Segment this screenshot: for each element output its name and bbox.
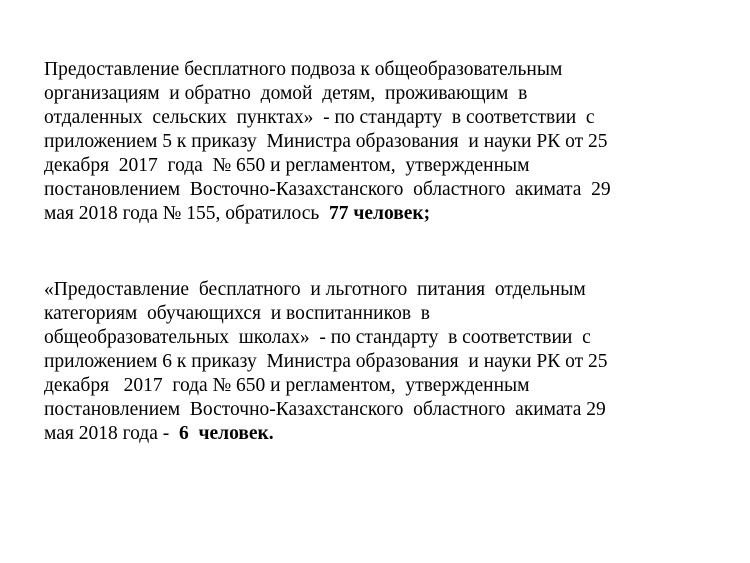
paragraph-free-meals xyxy=(44,278,734,446)
applicant-count: 77 человек; xyxy=(324,203,431,224)
text-line-lead: мая 2018 года - xyxy=(44,423,179,444)
text-line: категориям обучающихся и воспитанников в xyxy=(44,303,431,324)
text-line: организациям и обратно домой детям, проживающим в xyxy=(44,83,528,104)
text-line: декабря 2017 года № 650 и регламентом, утвержденным xyxy=(44,155,530,176)
text-line-last xyxy=(44,202,734,226)
text-line: общеобразовательных школах» - по стандарту в соответствии с xyxy=(44,327,591,348)
text-line: декабря 2017 года № 650 и регламентом, утвержденным xyxy=(44,375,530,396)
text-line: приложением 5 к приказу Министра образования и науки РК от 25 xyxy=(44,131,608,152)
text-line: постановлением Восточно-Казахстанского областного акимата 29 xyxy=(44,179,611,200)
text-line-last xyxy=(44,422,734,446)
applicant-count: 6 человек. xyxy=(178,423,274,444)
paragraph-free-transport xyxy=(44,58,734,226)
text-line: приложением 6 к приказу Министра образования и науки РК от 25 xyxy=(44,351,608,372)
text-line: постановлением Восточно-Казахстанского областного акимата 29 xyxy=(44,399,606,420)
text-line: «Предоставление бесплатного и льготного питания отдельным xyxy=(44,279,586,300)
text-line-lead: мая 2018 года № 155, обратилось xyxy=(44,203,325,224)
text-line: отдаленных сельских пунктах» - по стандарту в соответствии с xyxy=(44,107,595,128)
text-line: Предоставление бесплатного подвоза к общеобразовательным xyxy=(44,59,563,80)
